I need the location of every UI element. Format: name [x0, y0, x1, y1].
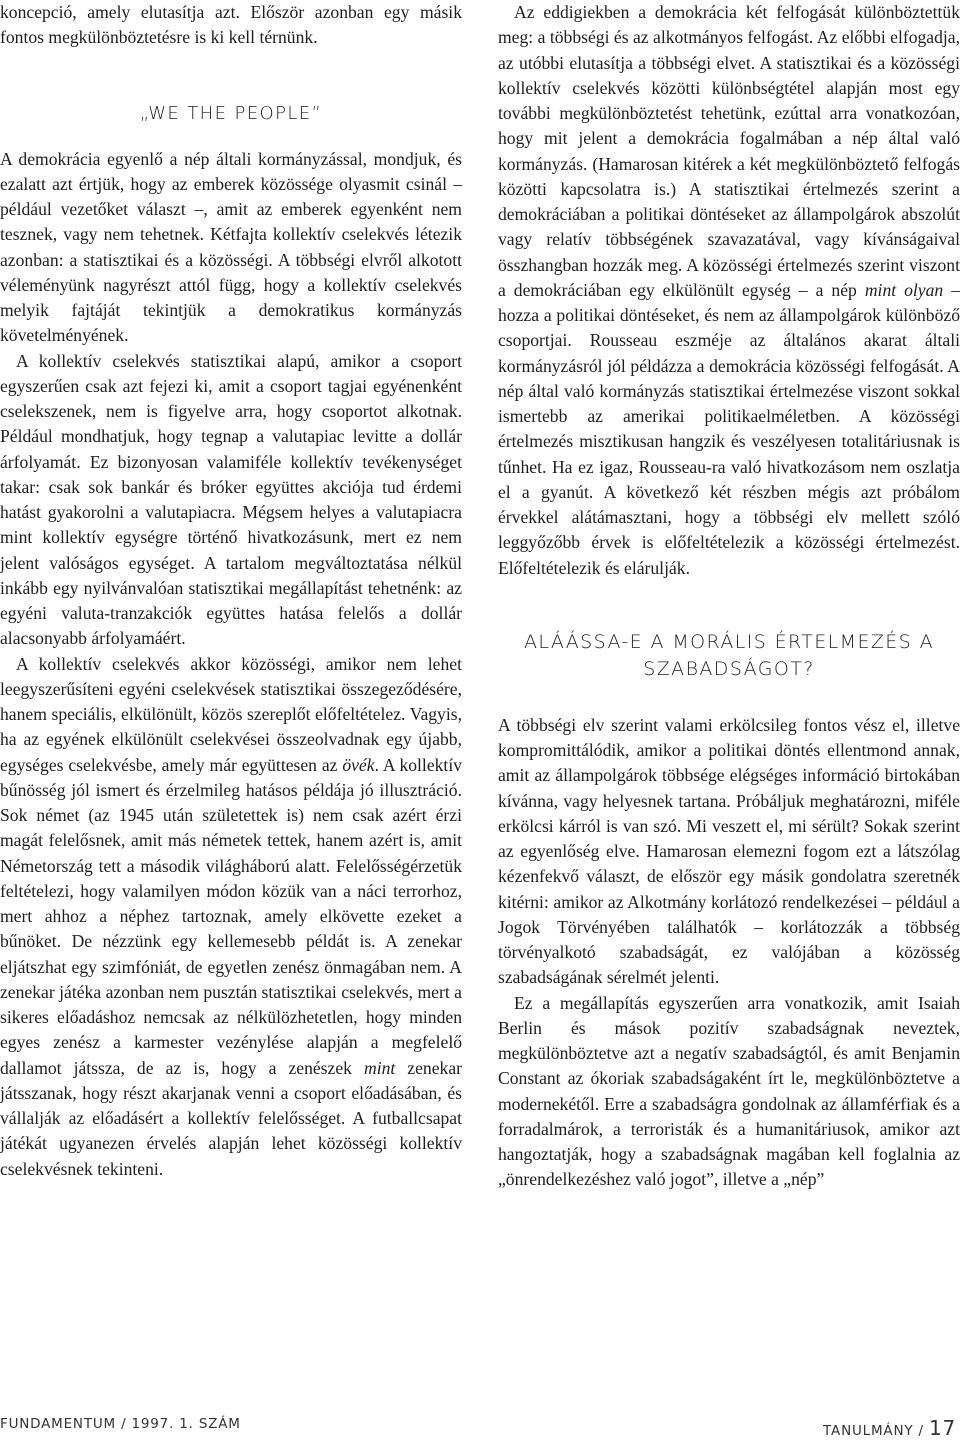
- text-run: A kollektív cselekvés akkor közösségi, amikor nem lehet leegyszerűsíteni egyéni cselekvések statisztikai összegeződésére, hanem speciális, elkülönült, közös szereplőt előfeltételez. Vagyis, ha az egyének elkülönült cselekvései összeolvadnak egy újabb, egységes cselekvésbe, amely már együttesen az: [0, 653, 462, 775]
- paragraph: A kollektív cselekvés statisztikai alapú, amikor a csoport egyszerűen csak azt fejezi ki, amit a csoport tagjai egyénenként cselekszenek, nem is figyelve arra, hogy csoportot alkotnak. Például mondhatjuk, hogy tegnap a valutapiac levitte a dollár árfolyamát. Ez bizonyosan valamiféle kollektív tevékenységet takar: csak sok bankár és bróker együttes akciója tud érdemi hatást gyakorolni a valutapiacra. Mégsem helyes a valutapiacra mint kollektív egységre történő hivatkozásunk, mert ez nem jelent valóságos egységet. A tartalom megváltoztatása nélkül inkább egy nyilvánvalóan statisztikai megállapítást tehetnénk: az egyéni valuta-tranzakciók együttes hatása felelős a dollár alacsonyabb árfolyamáért.: [0, 350, 462, 649]
- paragraph: [0, 652, 462, 1182]
- page-number: 17: [928, 1416, 956, 1440]
- section-label: TANULMÁNY /: [823, 1423, 929, 1439]
- paragraph: Ez a megállapítás egyszerűen arra vonatkozik, amit Isaiah Berlin és mások pozitív szabadságnak neveztek, megkülönböztetve azt a negatív szabadságtól, és amit Benjamin Constant az ókoriak szabadságaként írt le, megkülönböztetve a modernekétől. Erre a szabadságra gondolnak az államférfiak és a forradalmárok, a terroristák és a humanitáriusok, amikor azt hangoztatják, hogy a szabadságnak magában kell foglalnia az „önrendelkezéshez való jogot”, illetve a „nép”: [498, 992, 960, 1190]
- paragraph: A demokrácia egyenlő a nép általi kormányzással, mondjuk, és ezalatt azt értjük, hogy az emberek közössége olyasmit csinál – például vezetőket választ –, amit az emberek egyenként nem tesznek, vagy nem tehetnek. Kétfajta kollektív cselekvés létezik azonban: a statisztikai és a közösségi. A többségi elvről alkotott véleményünk nagyrészt attól függ, hogy a kollektív cselekvés melyik fajtáját tekintjük a demokratikus kormányzás követelményének.: [0, 148, 462, 346]
- text-run: . A kollektív bűnösség jól ismert és érzelmileg hatásos példája jó illusztráció. Sok német (az 1945 után születettek is) nem csak azért érzi magát felelősnek, amit más németek tettek, hanem azért is, amit Németország tett a második világháború alatt. Felelősségérzetük feltételezi, hogy valamilyen módon közük van a náci terrorhoz, mert ahhoz a néphez tartoznak, amely elkövette ezeket a bűnöket. De nézzünk egy kellemesebb példát is. A zenekar eljátszhat egy szimfóniát, de egyetlen zenész önmagában nem. A zenekar játéka azonban nem pusztán statisztikai cselekvés, mert a sikeres előadáshoz nemcsak az nélkülözhetetlen, hogy minden egyes zenész a karmester vezénylése alapján a megfelelő dallamot játssza, de az is, hogy a zenészek: [0, 754, 463, 1078]
- left-column: [0, 0, 462, 1182]
- paragraph: [498, 0, 960, 581]
- paragraph: A többségi elv szerint valami erkölcsileg fontos vész el, illetve kompromittálódik, amikor a politikai döntés ellentmond annak, amit az állampolgárok többsége elégséges információ birtokában kívánna, vagy helyesnek tartana. Próbáljuk meghatározni, miféle erkölcsi kárról is van szó. Mi veszett el, mi sérült? Sokak szerint az egyenlőség elve. Hamarosan elemezni fogom ezt a látszólag kézenfekvő választ, de először egy másik gondolatra szeretnék kitérni: amikor az Alkotmány korlátozó rendelkezései – például a Jogok Törvényében találhatók – korlátozzák a többség törvényalkotó szabadságát, ez valójában a közösség szabadságának sérelmét jelenti.: [498, 714, 960, 988]
- right-column: [498, 0, 960, 1193]
- emphasis: mint: [363, 1057, 396, 1078]
- text-run: Az eddigiekben a demokrácia két felfogását különböztettük meg: a többségi és az alkotmányos felfogást. Az előbbi elfogadja, az utóbbi elutasítja a többségi elvet. A statisztikai és a közösségi kollektív cselekvés közötti különbségtétel alapján most egy további megkülönböztetést tehetünk, ezúttal arra vonatkozóan, hogy mit jelent a demokrácia fogalmában a nép által való kormányzás. (Hamarosan kitérek a két megkülönböztető felfogás közötti kapcsolatra is.) A statisztikai értelmezés szerint a demokráciában a politikai döntéseket az állampolgárok abszolút vagy relatív többségének szavazatával, vagy kívánságaival összhangban hozzák meg. A közösségi értelmezés szerint viszont a demokráciában egy elkülönült egység – a nép: [498, 2, 960, 300]
- emphasis: mint olyan: [864, 279, 944, 300]
- page-footer: [0, 1408, 960, 1438]
- text-run: zenekar játsszanak, hogy részt akarjanak venni a csoport előadásában, és vállalják az előadásért a kollektív felelősséget. A futballcsapat játékát ugyanezen érvelés alapján lehet közösségi kollektív cselekvésnek tekinteni.: [0, 1057, 462, 1179]
- paragraph-intro: koncepció, amely elutasítja azt. Először azonban egy másik fontos megkülönböztetésre is ki kell térnünk.: [0, 2, 462, 48]
- section-and-page: [823, 1416, 956, 1440]
- text-run: – hozza a politikai döntéseket, és nem az állampolgárok különböző csoportjai. Rousseau eszméje az általános akarat általi kormányzásról jól példázza a demokrácia közösségi felfogását. A nép által való kormányzás statisztikai értelmezése viszont sokkal ismertebb az amerikai politikaelméletben. A közösségi értelmezés misztikusan hangzik és veszélyesen totalitáriusnak is tűnhet. Ha ez igaz, Rousseau-ra való hivatkozásom nem oszlatja el a gyanút. A következő két részben mégis azt próbálom érvekkel alátámasztani, hogy a többségi elv mellett szóló leggyőzőbb érvek is előfeltételezik a közösségi értelmezést. Előfeltételezik és elárulják.: [498, 279, 960, 578]
- section-heading-we-the-people: „WE THE PEOPLE”: [139, 102, 323, 124]
- emphasis: övék: [342, 754, 375, 775]
- journal-issue: FUNDAMENTUM / 1997. 1. SZÁM: [0, 1416, 241, 1432]
- section-heading-freedom: ALÁÁSSA-E A MORÁLIS ÉRTELMEZÉS A SZABADSÁGOT?: [524, 630, 934, 680]
